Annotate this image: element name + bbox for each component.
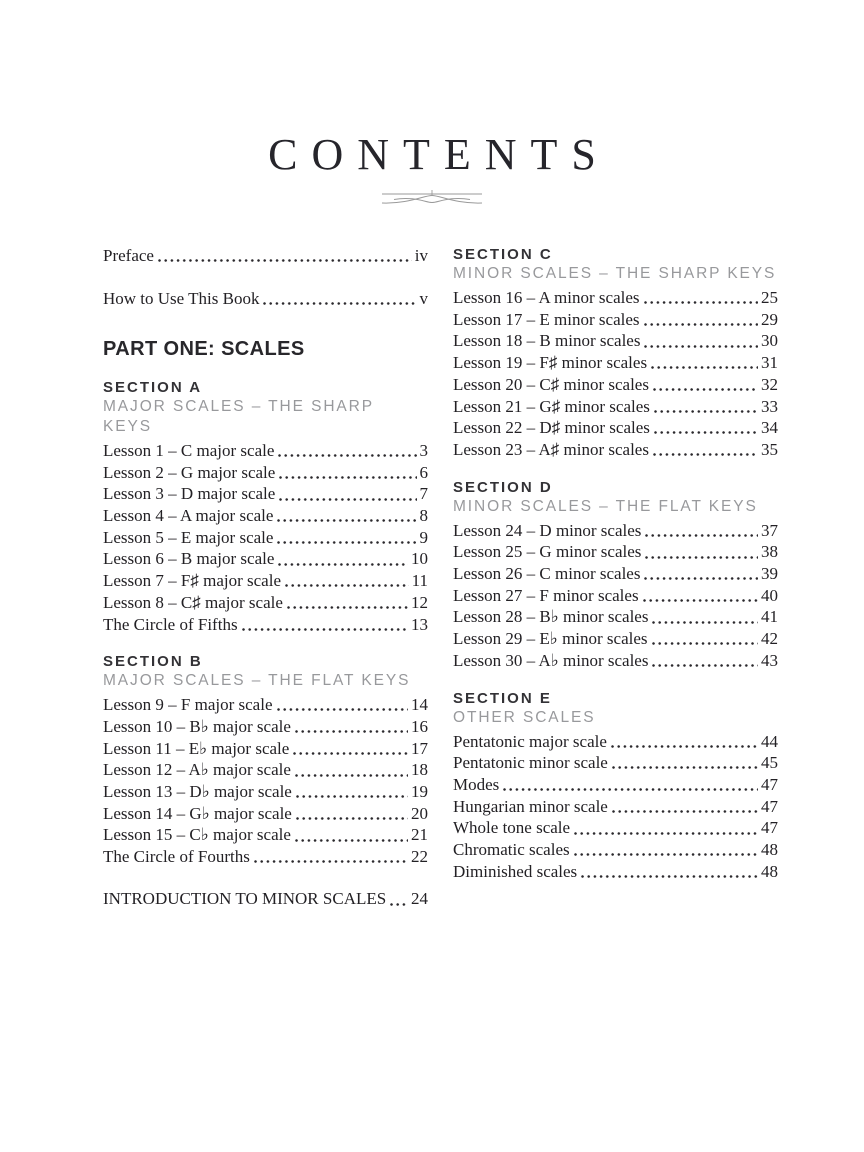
dot-leader — [581, 861, 758, 883]
toc-entry — [453, 374, 778, 396]
dot-leader — [296, 781, 408, 803]
toc-entry-page: 43 — [761, 650, 778, 670]
toc-entry — [453, 396, 778, 418]
toc-section — [453, 689, 778, 883]
dot-leader — [645, 520, 758, 542]
toc-entry-page: 12 — [411, 592, 428, 612]
dot-leader — [654, 417, 758, 439]
dot-leader — [287, 592, 408, 614]
toc-entry-label: Lesson 25 – G minor scales — [453, 542, 642, 562]
toc-entry — [103, 738, 428, 760]
toc-entry-page: 34 — [761, 418, 778, 438]
toc-entry-label: How to Use This Book — [103, 289, 260, 309]
toc-entry-label: Lesson 10 – B♭ major scale — [103, 716, 291, 736]
toc-entry-label: Lesson 18 – B minor scales — [453, 331, 641, 351]
toc-entry-page: iv — [414, 246, 428, 265]
section-subtitle: MAJOR SCALES – THE SHARP KEYS — [103, 397, 374, 435]
toc-entry-label: The Circle of Fourths — [103, 847, 250, 867]
toc-entry-page: 16 — [411, 716, 428, 736]
toc-entry-page: 9 — [419, 527, 428, 547]
toc-entry-label: Lesson 14 – G♭ major scale — [103, 803, 292, 823]
flourish-ornament-icon — [379, 187, 485, 209]
toc-entry-page: 38 — [761, 542, 778, 562]
toc-entry-page: 41 — [761, 607, 778, 627]
dot-leader — [612, 752, 758, 774]
toc-entry — [103, 245, 428, 267]
toc-entry-page: 42 — [761, 629, 778, 649]
toc-entry-label: Lesson 6 – B major scale — [103, 549, 275, 569]
toc-entry — [103, 759, 428, 781]
section-subtitle: MINOR SCALES – THE FLAT KEYS — [453, 497, 758, 515]
toc-entry — [453, 628, 778, 650]
toc-entry — [453, 287, 778, 309]
toc-entry-label: Lesson 13 – D♭ major scale — [103, 782, 292, 802]
toc-entry — [453, 606, 778, 628]
section-entries — [453, 520, 778, 672]
toc-entry-page: 24 — [411, 889, 428, 909]
page-title: CONTENTS — [268, 130, 610, 179]
toc-entry-label: Lesson 23 – A♯ minor scales — [453, 439, 649, 459]
toc-entry — [103, 440, 428, 462]
toc-entry — [103, 462, 428, 484]
toc-entry-page: 39 — [761, 564, 778, 584]
right-sections — [453, 245, 778, 882]
toc-entry-label: The Circle of Fifths — [103, 614, 238, 634]
dot-leader — [295, 759, 408, 781]
dot-leader — [293, 738, 408, 760]
toc-entry — [453, 417, 778, 439]
dot-leader — [158, 245, 412, 267]
dot-leader — [242, 614, 408, 636]
toc-entry — [453, 650, 778, 672]
dot-leader — [612, 796, 758, 818]
toc-entry — [103, 548, 428, 570]
toc-entry-page: 6 — [419, 462, 428, 482]
toc-entry-page: 25 — [761, 288, 778, 307]
section-entries — [453, 287, 778, 461]
toc-entry — [453, 352, 778, 374]
toc-entry-label: Lesson 29 – E♭ minor scales — [453, 629, 648, 649]
toc-entry — [453, 541, 778, 563]
toc-entry-label: Lesson 4 – A major scale — [103, 506, 274, 526]
toc-section — [103, 652, 428, 868]
toc-entry — [103, 483, 428, 505]
dot-leader — [643, 585, 758, 607]
section-entries — [103, 694, 428, 868]
toc-entry — [103, 846, 428, 868]
toc-entry-label: Diminished scales — [453, 861, 578, 881]
toc-entry-label: Whole tone scale — [453, 818, 571, 838]
toc-entry-label: Lesson 30 – A♭ minor scales — [453, 650, 649, 670]
dot-leader — [277, 505, 416, 527]
toc-section — [453, 478, 778, 672]
toc-entry-page: 44 — [761, 731, 778, 751]
toc-entry-label: Lesson 20 – C♯ minor scales — [453, 374, 649, 394]
toc-entry — [103, 824, 428, 846]
toc-entry-label: Pentatonic major scale — [453, 731, 607, 751]
toc-entry — [453, 563, 778, 585]
dot-leader — [263, 288, 416, 310]
toc-entry-label: Hungarian minor scale — [453, 796, 608, 816]
dot-leader — [652, 650, 758, 672]
toc-entry — [453, 817, 778, 839]
dot-leader — [652, 628, 758, 650]
page-header — [0, 130, 864, 209]
toc-entry-page: 47 — [761, 796, 778, 816]
toc-entry — [453, 330, 778, 352]
toc-entry-label: Lesson 24 – D minor scales — [453, 520, 642, 540]
toc-entry-label: Lesson 8 – C♯ major scale — [103, 592, 283, 612]
toc-section — [103, 378, 428, 635]
toc-entry — [103, 803, 428, 825]
toc-entry-label: Lesson 22 – D♯ minor scales — [453, 418, 650, 438]
dot-leader — [653, 374, 758, 396]
toc-entry — [453, 309, 778, 331]
toc-entry — [103, 288, 428, 310]
toc-entry-page: 17 — [411, 738, 428, 758]
toc-entry-page: 32 — [761, 374, 778, 394]
toc-entry-page: 19 — [411, 782, 428, 802]
toc-entry-label: Lesson 9 – F major scale — [103, 695, 273, 715]
toc-entry — [103, 694, 428, 716]
dot-leader — [285, 570, 409, 592]
toc-entry-page: 40 — [761, 585, 778, 605]
dot-leader — [503, 774, 758, 796]
part-one-title: PART ONE: SCALES — [103, 337, 305, 360]
toc-entry — [103, 592, 428, 614]
toc-entry-label: Lesson 5 – E major scale — [103, 527, 274, 547]
dot-leader — [295, 716, 408, 738]
dot-leader — [654, 396, 758, 418]
toc-entry — [103, 716, 428, 738]
toc-entry-page: 8 — [419, 506, 428, 526]
toc-entry-page: 14 — [411, 695, 428, 715]
toc-entry — [453, 752, 778, 774]
toc-entry-label: Lesson 11 – E♭ major scale — [103, 738, 290, 758]
dot-leader — [644, 563, 758, 585]
toc-entry-label: Lesson 27 – F minor scales — [453, 585, 639, 605]
toc-entry — [103, 527, 428, 549]
dot-leader — [644, 330, 758, 352]
section-name: SECTION D — [453, 478, 553, 496]
dot-leader — [611, 731, 758, 753]
toc-entry-page: 37 — [761, 520, 778, 540]
dot-leader — [277, 694, 409, 716]
dot-leader — [574, 817, 758, 839]
front-matter-list — [103, 245, 428, 310]
dot-leader — [651, 352, 758, 374]
dot-leader — [644, 309, 759, 331]
toc-entry — [453, 796, 778, 818]
toc-entry — [103, 570, 428, 592]
dot-leader — [644, 287, 758, 309]
dot-leader — [279, 483, 416, 505]
toc-entry-page: 47 — [761, 818, 778, 838]
toc-entry-page: 47 — [761, 774, 778, 794]
dot-leader — [574, 839, 758, 861]
toc-entry-label: Modes — [453, 774, 500, 794]
toc-entry-label: INTRODUCTION TO MINOR SCALES — [103, 889, 387, 909]
toc-entry-label: Pentatonic minor scale — [453, 753, 608, 773]
toc-entry-page: 3 — [419, 440, 428, 460]
dot-leader — [254, 846, 408, 868]
section-name: SECTION C — [453, 246, 553, 263]
toc-entry-page: 30 — [761, 331, 778, 351]
toc-entry-label: Lesson 1 – C major scale — [103, 440, 275, 460]
toc-entry — [453, 585, 778, 607]
left-sections — [103, 378, 428, 868]
dot-leader — [295, 824, 408, 846]
dot-leader — [277, 527, 416, 549]
toc-entry-label: Preface — [103, 246, 154, 265]
toc-entry-page: 20 — [411, 803, 428, 823]
toc-entry — [103, 614, 428, 636]
section-subtitle: OTHER SCALES — [453, 708, 596, 726]
toc-entry — [453, 439, 778, 461]
toc-entry-label: Lesson 15 – C♭ major scale — [103, 825, 291, 845]
toc-entry-label: Lesson 17 – E minor scales — [453, 309, 640, 329]
toc-columns — [103, 245, 778, 910]
section-subtitle: MAJOR SCALES – THE FLAT KEYS — [103, 672, 411, 690]
dot-leader — [296, 803, 408, 825]
section-entries — [103, 440, 428, 635]
dot-leader — [279, 462, 416, 484]
toc-entry — [453, 839, 778, 861]
toc-entry — [103, 505, 428, 527]
toc-section — [453, 245, 778, 461]
toc-entry — [453, 520, 778, 542]
right-column — [453, 245, 778, 910]
dot-leader — [278, 440, 416, 462]
toc-entry-page: 31 — [761, 353, 778, 373]
toc-entry-page: 21 — [411, 825, 428, 845]
toc-entry-label: Lesson 2 – G major scale — [103, 462, 276, 482]
toc-entry-label: Chromatic scales — [453, 840, 570, 860]
toc-entry-label: Lesson 7 – F♯ major scale — [103, 571, 281, 591]
section-name: SECTION E — [453, 689, 552, 707]
toc-entry — [103, 781, 428, 803]
dot-leader — [645, 541, 758, 563]
toc-entry-label: Lesson 16 – A minor scales — [453, 288, 640, 307]
toc-entry-label: Lesson 26 – C minor scales — [453, 564, 641, 584]
toc-entry-label: Lesson 21 – G♯ minor scales — [453, 396, 650, 416]
section-entries — [453, 731, 778, 883]
section-name: SECTION B — [103, 653, 203, 671]
toc-entry-intro-minor-scales — [103, 888, 428, 910]
toc-entry-page: 13 — [411, 614, 428, 634]
toc-entry-page: 10 — [411, 549, 428, 569]
toc-entry-page: v — [419, 289, 428, 309]
toc-entry-page: 35 — [761, 439, 778, 459]
toc-entry-page: 7 — [419, 484, 428, 504]
toc-entry — [453, 731, 778, 753]
toc-entry — [453, 861, 778, 883]
dot-leader — [652, 606, 758, 628]
dot-leader — [653, 439, 758, 461]
toc-entry-page: 48 — [761, 861, 778, 881]
toc-entry-label: Lesson 28 – B♭ minor scales — [453, 607, 649, 627]
toc-entry-label: Lesson 12 – A♭ major scale — [103, 760, 291, 780]
toc-entry — [453, 774, 778, 796]
toc-entry-page: 33 — [761, 396, 778, 416]
dot-leader — [390, 888, 408, 910]
toc-entry-label: Lesson 19 – F♯ minor scales — [453, 353, 648, 373]
toc-entry-page: 22 — [411, 847, 428, 867]
dot-leader — [278, 548, 408, 570]
toc-entry-page: 48 — [761, 840, 778, 860]
left-column — [103, 245, 428, 910]
toc-entry-label: Lesson 3 – D major scale — [103, 484, 276, 504]
section-name: SECTION A — [103, 378, 203, 396]
section-subtitle: MINOR SCALES – THE SHARP KEYS — [453, 265, 777, 282]
toc-entry-page: 29 — [761, 309, 778, 329]
toc-entry-page: 18 — [411, 760, 428, 780]
toc-entry-page: 45 — [761, 753, 778, 773]
toc-entry-page: 11 — [411, 571, 428, 591]
